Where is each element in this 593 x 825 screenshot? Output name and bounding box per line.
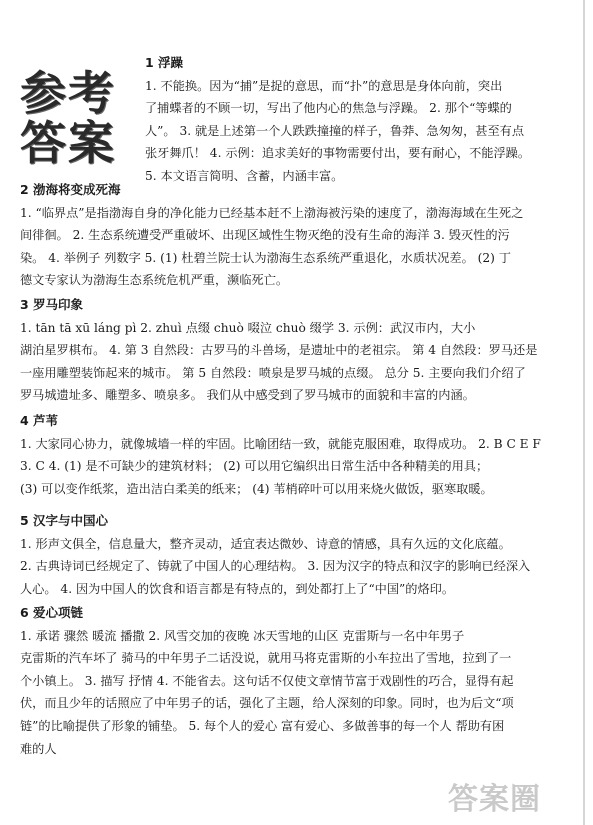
section-4	[20, 410, 580, 500]
answer-line: 1. “临界点”是指渤海自身的净化能力已经基本赶不上渤海被污染的速度了，渤海海域在生死之	[20, 205, 524, 220]
answer-line: 个小镇上。 3. 描写 抒情 4. 不能省去。这句话不仅使文章情节富于戏剧性的巧合，显得有起	[20, 673, 514, 688]
answer-line: 湖泊星罗棋布。 4. 第 3 自然段：古罗马的斗兽场，是遗址中的老祖宗。 第 4 自然段：罗马还是	[20, 343, 538, 358]
section-heading: 1 浮躁	[145, 55, 184, 70]
answer-line: 罗马城遗址多、雕塑多、喷泉多。 我们从中感受到了罗马城市的面貌和丰富的内涵。	[20, 388, 475, 403]
section-heading: 4 芦苇	[20, 413, 59, 428]
answer-line: 染。 4. 举例子 列数字 5. (1) 杜碧兰院士认为渤海生态系统严重退化，水质状况差。 (2) 丁	[20, 250, 511, 265]
answer-line: 人心。 4. 因为中国人的饮食和语言都是有特点的，到处都打上了“中国”的烙印。	[20, 581, 455, 596]
section-3	[20, 294, 580, 407]
answer-line: 一座用雕塑装饰起来的城市。 第 5 自然段：喷泉是罗马城的点缀。 总分 5. 主要向我们介绍了	[20, 365, 526, 380]
section-heading: 6 爱心项链	[20, 605, 84, 620]
answer-title-block	[20, 68, 138, 168]
page-edge	[583, 0, 585, 825]
title-line-2: 答案	[20, 116, 116, 170]
section-heading: 5 汉字与中国心	[20, 513, 109, 528]
answer-line: 间徘徊。 2. 生态系统遭受严重破坏、出现区域性生物灭绝的没有生命的海洋 3. 毁灭性的污	[20, 228, 510, 243]
answer-line: 了捕蝶者的不顾一切，写出了他内心的焦急与浮躁。 2. 那个“等蝶的	[145, 101, 512, 116]
section-heading: 2 渤海将变成死海	[20, 182, 121, 197]
title-line-1: 参考	[20, 66, 116, 120]
answer-line: 2. 古典诗词已经规定了、铸就了中国人的心理结构。 3. 因为汉字的特点和汉字的影响已经深入	[20, 559, 531, 574]
answer-line: 难的人	[20, 741, 57, 756]
section-5	[20, 510, 580, 600]
answer-line: 1. 大家同心协力，就像城墙一样的牢固。比喻团结一致，就能克服困难，取得成功。 2. B C E F	[20, 436, 541, 451]
watermark-logo: 答案圈	[448, 782, 541, 817]
section-6	[20, 602, 580, 760]
section-1	[145, 52, 575, 188]
answer-line: (3) 可以变作纸浆，造出洁白柔美的纸来； (4) 苇梢碎叶可以用来烧火做饭，驱寒取暖。	[20, 481, 493, 496]
section-heading: 3 罗马印象	[20, 297, 84, 312]
answer-line: 张牙舞爪！ 4. 示例：追求美好的事物需要付出，要有耐心，不能浮躁。	[145, 146, 531, 161]
section-2	[20, 179, 580, 292]
answer-line: 5. 本文语言简明、含蓄，内涵丰富。	[145, 168, 344, 183]
answer-line: 3. C 4. (1) 是不可缺少的建筑材料； (2) 可以用它编织出日常生活中各种精美的用具；	[20, 459, 489, 474]
answer-line: 1. 不能换。因为“捕”是捉的意思，而“扑”的意思是身体向前，突出	[145, 78, 503, 93]
answer-line: 伏，而且少年的话照应了中年男子的话，强化了主题，给人深刻的印象。同时，也为后文“项	[20, 696, 514, 711]
answer-line: 克雷斯的汽车坏了 骑马的中年男子二话没说，就用马将克雷斯的小车拉出了雪地，拉到了一	[20, 651, 512, 666]
answer-line: 1. 形声文俱全，信息量大，整齐灵动，适宜表达微妙、诗意的情感，具有久远的文化底蕴。	[20, 536, 511, 551]
answer-line: 人”。 3. 就是上述第一个人跌跌撞撞的样子，鲁莽、急匆匆，甚至有点	[145, 123, 525, 138]
answer-line: 1. 承诺 骤然 暖流 播撒 2. 风雪交加的夜晚 冰天雪地的山区 克雷斯与一名中年男子	[20, 628, 465, 643]
answer-line: 1. tān tā xū láng pì 2. zhuì 点缀 chuò 啜泣 chuò 缀学 3. 示例：武汉市内，大小	[20, 320, 476, 335]
answer-line: 链”的比喻提供了形象的铺垫。 5. 每个人的爱心 富有爱心、多做善事的每一个人 帮助有困	[20, 718, 505, 733]
answer-line: 德文专家认为渤海生态系统危机严重，濒临死亡。	[20, 273, 289, 288]
